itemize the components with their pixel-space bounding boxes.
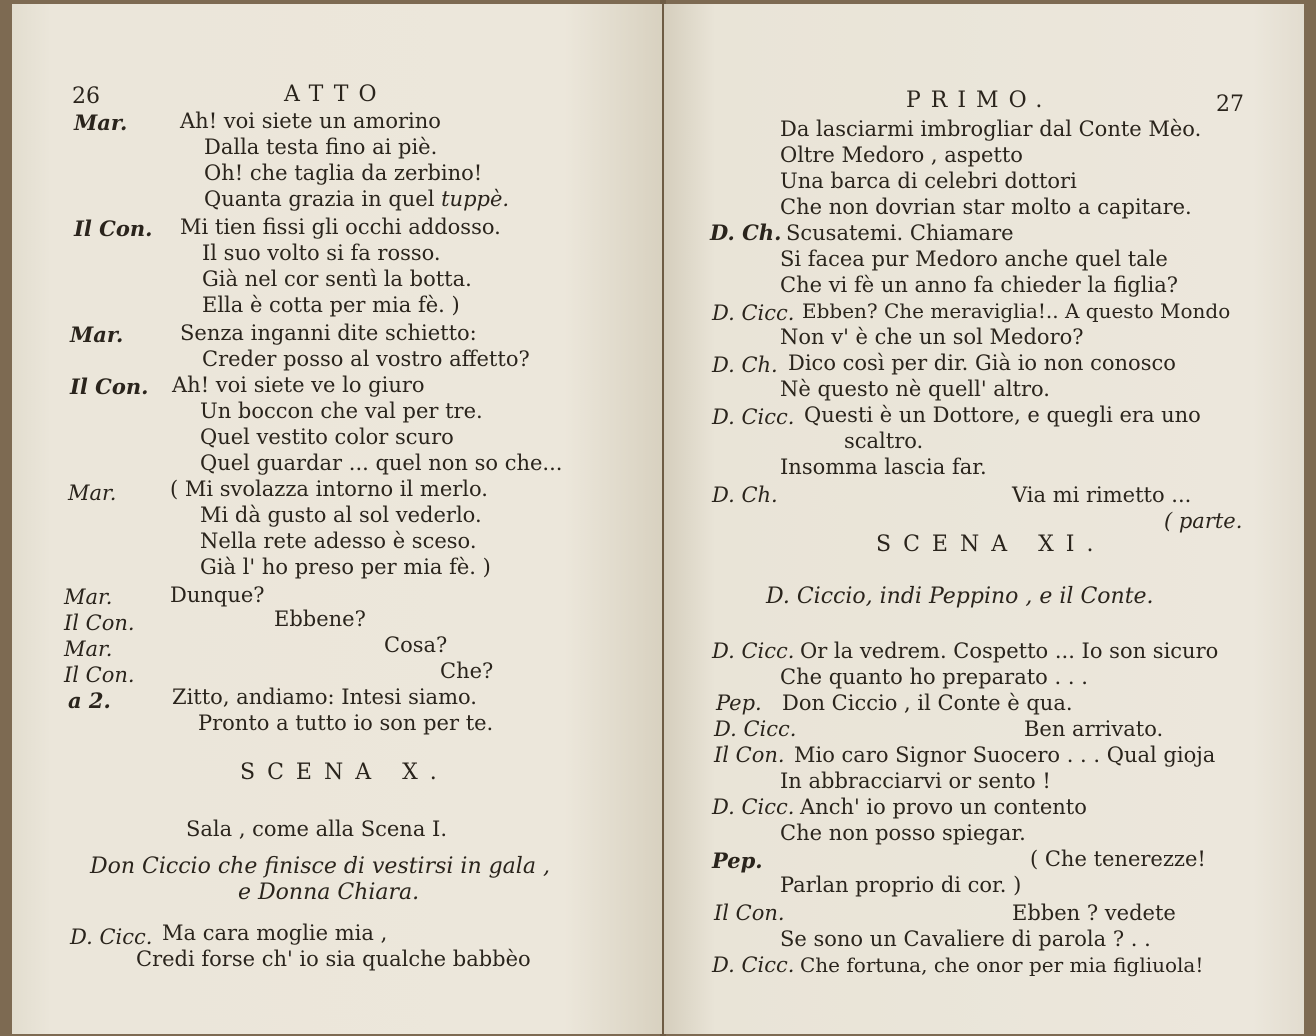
stage-direction: Don Ciccio che finisce di vestirsi in gala , xyxy=(90,854,550,879)
speaker: Mar. xyxy=(70,322,124,347)
verse-line: Ben arrivato. xyxy=(1024,717,1164,741)
verse-line: Ma cara moglie mia , xyxy=(162,921,388,945)
verse-line: Mio caro Signor Suocero . . . Qual gioja xyxy=(794,743,1216,767)
stage-direction: e Donna Chiara. xyxy=(238,880,420,905)
speaker: Il Con. xyxy=(714,743,785,767)
verse-line: Da lasciarmi imbrogliar dal Conte Mèo. xyxy=(780,117,1202,141)
verse-line: Or la vedrem. Cospetto ... Io son sicuro xyxy=(800,639,1219,663)
verse-line: Ebben ? vedete xyxy=(1012,901,1176,925)
verse-line: Via mi rimetto ... xyxy=(1012,483,1192,507)
speaker: D. Ch. xyxy=(712,483,778,507)
verse-line: Che quanto ho preparato . . . xyxy=(780,665,1088,689)
speaker: D. Cicc. xyxy=(712,405,795,429)
verse-line: Quel vestito color scuro xyxy=(200,425,454,449)
verse-line: Nella rete adesso è sceso. xyxy=(200,529,477,553)
verse-line: Che? xyxy=(440,659,494,683)
verse-line: Cosa? xyxy=(384,633,448,657)
right-page xyxy=(664,4,1304,1034)
verse-line: In abbracciarvi or sento ! xyxy=(780,769,1051,793)
verse-line: Zitto, andiamo: Intesi siamo. xyxy=(172,685,477,709)
scene-title: SCENA X. xyxy=(240,760,449,785)
verse-line: Oh! che taglia da zerbino! xyxy=(204,161,483,185)
verse-line: Già nel cor sentì la botta. xyxy=(202,267,472,291)
scene-setting: Sala , come alla Scena I. xyxy=(186,817,448,841)
verse-line: Un boccon che val per tre. xyxy=(200,399,483,423)
verse-line: Ah! voi siete ve lo giuro xyxy=(172,373,425,397)
verse-line: Già l' ho preso per mia fè. ) xyxy=(200,555,491,579)
verse-line: Ebben? Che meraviglia!.. A questo Mondo xyxy=(802,299,1231,323)
speaker: Il Con. xyxy=(714,901,785,925)
verse-line: Parlan proprio di cor. ) xyxy=(780,873,1022,897)
verse-line: Ah! voi siete un amorino xyxy=(180,109,441,133)
verse-line: Una barca di celebri dottori xyxy=(780,169,1077,193)
verse-line: Questi è un Dottore, e quegli era uno xyxy=(804,403,1201,427)
speaker: D. Cicc. xyxy=(712,301,795,325)
running-head: ATTO xyxy=(284,82,387,107)
verse-line: Che non dovrian star molto a capitare. xyxy=(780,195,1192,219)
verse-line: Si facea pur Medoro anche quel tale xyxy=(780,247,1168,271)
verse-line: Pronto a tutto io son per te. xyxy=(198,711,494,735)
page-number: 26 xyxy=(72,84,100,109)
verse-line: Mi tien fissi gli occhi addosso. xyxy=(180,215,501,239)
speaker: Pep. xyxy=(712,848,763,873)
verse-line: Don Ciccio , il Conte è qua. xyxy=(782,691,1073,715)
verse-line: Senza inganni dite schietto: xyxy=(180,321,477,345)
speaker: Il Con. xyxy=(74,216,153,241)
speaker: D. Cicc. xyxy=(712,953,795,977)
left-page xyxy=(12,4,662,1034)
verse-line: Quel guardar ... quel non so che... xyxy=(200,451,563,475)
verse-line: Scusatemi. Chiamare xyxy=(786,221,1014,245)
speaker: Il Con. xyxy=(64,611,135,635)
stage-direction: D. Ciccio, indi Peppino , e il Conte. xyxy=(766,584,1154,609)
running-head: PRIMO. xyxy=(906,88,1053,113)
speaker: Il Con. xyxy=(70,374,149,399)
verse-line: Che non posso spiegar. xyxy=(780,821,1026,845)
speaker: D. Cicc. xyxy=(712,795,795,819)
speaker: D. Cicc. xyxy=(712,639,795,663)
speaker: D. Cicc. xyxy=(714,717,797,741)
speaker: Mar. xyxy=(64,637,113,661)
verse-line: Nè questo nè quell' altro. xyxy=(780,377,1050,401)
verse-line: scaltro. xyxy=(844,429,924,453)
verse-line: Insomma lascia far. xyxy=(780,455,987,479)
verse-line: Dalla testa fino ai piè. xyxy=(204,135,438,159)
verse-line: Il suo volto si fa rosso. xyxy=(202,241,441,265)
speaker: D. Ch. xyxy=(710,220,782,245)
speaker: Pep. xyxy=(716,691,762,715)
scene-title: SCENA XI. xyxy=(876,532,1106,557)
stage-note: ( parte. xyxy=(1164,509,1243,533)
verse-line: Quanta grazia in quel tuppè. xyxy=(204,187,510,211)
speaker: Mar. xyxy=(74,110,128,135)
verse-line: ( Mi svolazza intorno il merlo. xyxy=(170,477,488,501)
verse-line: Che vi fè un anno fa chieder la figlia? xyxy=(780,273,1178,297)
verse-line: Se sono un Cavaliere di parola ? . . xyxy=(780,927,1151,951)
speaker: Il Con. xyxy=(64,663,135,687)
verse-line: Anch' io provo un contento xyxy=(800,795,1087,819)
verse-line: Creder posso al vostro affetto? xyxy=(202,347,530,371)
verse-line: Dunque? xyxy=(170,583,265,607)
speaker: Mar. xyxy=(64,585,113,609)
verse-line: Credi forse ch' io sia qualche babbèo xyxy=(136,947,531,971)
speaker: D. Ch. xyxy=(712,353,778,377)
page-number: 27 xyxy=(1216,92,1244,117)
verse-line: Oltre Medoro , aspetto xyxy=(780,143,1023,167)
speaker: Mar. xyxy=(68,481,117,505)
verse-line: Mi dà gusto al sol vederlo. xyxy=(200,503,482,527)
speaker: D. Cicc. xyxy=(70,925,153,949)
verse-line: Che fortuna, che onor per mia figliuola! xyxy=(800,953,1204,977)
verse-line: ( Che tenerezze! xyxy=(1030,847,1206,871)
speaker: a 2. xyxy=(68,688,111,713)
verse-line: Ella è cotta per mia fè. ) xyxy=(202,293,460,317)
verse-line: Dico così per dir. Già io non conosco xyxy=(788,351,1176,375)
verse-line: Ebbene? xyxy=(274,607,366,631)
verse-line: Non v' è che un sol Medoro? xyxy=(780,325,1084,349)
